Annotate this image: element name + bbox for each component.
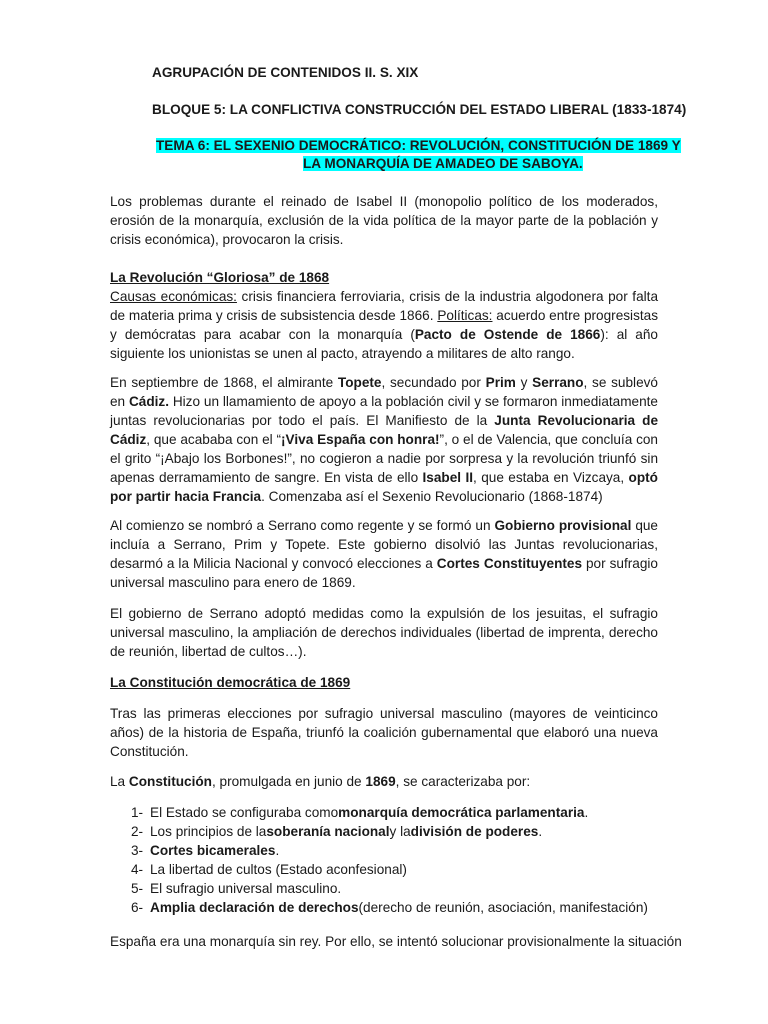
constitucion-section-title (110, 673, 658, 692)
revolucion-section-title (110, 268, 658, 287)
list-item (131, 803, 671, 822)
text-run: , promulgada en junio de (211, 774, 366, 789)
cadiz-name: Cádiz. (128, 394, 169, 409)
isabel-name: Isabel II (422, 470, 474, 485)
text-run: La (110, 774, 129, 789)
year-1869: 1869 (365, 774, 396, 789)
revolucion-title-text: La Revolución “Gloriosa” de 1868 (110, 270, 330, 285)
agrupacion-heading: AGRUPACIÓN DE CONTENIDOS II. S. XIX (152, 65, 419, 80)
text-run: por sufragio universal masculino para enero de 1869. (110, 556, 658, 590)
cortes-constituyentes: Cortes Constituyentes (436, 556, 583, 571)
elecciones-paragraph: Tras las primeras elecciones por sufragio universal masculino (mayores de veinticinco años) de la historia de España, triunfó la coalición gubernamental que elaboró una nueva Constitución. (110, 706, 658, 759)
list-item (131, 879, 671, 898)
constitucion-features-list (131, 803, 671, 917)
text-run: En septiembre de 1868, el almirante (110, 375, 338, 390)
viva-espana: ¡Viva España con honra! (281, 432, 440, 447)
text-run: Hizo un llamamiento de apoyo a la población civil y se formaron inmediatamente juntas revolucionarias por todo el país. El Manifiesto de la (110, 394, 658, 428)
list-number: 4- (131, 862, 144, 877)
gobierno-provisional: Gobierno provisional (494, 518, 632, 533)
text-run: y la (389, 824, 411, 839)
text-run: (derecho de reunión, asociación, manifestación) (358, 900, 648, 915)
list-item (131, 860, 671, 879)
opto-francia: optó por partir hacia Francia (110, 470, 658, 504)
text-run: y (515, 375, 533, 390)
list-item (131, 841, 671, 860)
septiembre-paragraph (110, 373, 658, 506)
text-run: . (538, 824, 543, 839)
junta-name: Junta Revolucionaria de Cádiz (110, 413, 659, 447)
tema-line1-text: TEMA 6: EL SEXENIO DEMOCRÁTICO: REVOLUCIÓN, CONSTITUCIÓN DE 1869 Y (156, 138, 681, 153)
text-run: , que estaba en Vizcaya, (473, 470, 629, 485)
text-run: , que acababa con el “ (146, 432, 282, 447)
constitucion-intro-paragraph (110, 772, 658, 791)
politicas-end: ): al año siguiente los unionistas se unen al pacto, atrayendo a militares de alto rango. (110, 327, 658, 361)
bold-run: soberanía nacional (266, 824, 390, 839)
text-run: . (275, 843, 280, 858)
tema-heading-line2 (303, 154, 583, 173)
text-run: Al comienzo se nombró a Serrano como regente y se formó un (110, 518, 495, 533)
constitucion-word: Constitución (128, 774, 212, 789)
list-item (131, 822, 671, 841)
text-run: La libertad de cultos (Estado aconfesional) (150, 862, 407, 877)
constitucion-title-text: La Constitución democrática de 1869 (110, 675, 351, 690)
closing-paragraph: España era una monarquía sin rey. Por ello, se intentó solucionar provisionalmente la situación (110, 934, 682, 949)
list-number: 5- (131, 881, 144, 896)
list-number: 1- (131, 805, 144, 820)
text-run: , se sublevó en (110, 375, 658, 409)
text-run: El sufragio universal masculino. (150, 881, 342, 896)
text-run: , se caracterizaba por: (395, 774, 531, 789)
gobierno-provisional-paragraph (110, 516, 658, 592)
text-run: . Comenzaba así el Sexenio Revolucionario (1868-1874) (261, 489, 603, 504)
causas-label: Causas económicas: (110, 289, 237, 304)
tema-heading-line1 (156, 136, 681, 155)
serrano-name: Serrano (532, 375, 584, 390)
causas-paragraph (110, 287, 658, 363)
bold-run: división de poderes (410, 824, 539, 839)
prim-name: Prim (485, 375, 516, 390)
medidas-paragraph: El gobierno de Serrano adoptó medidas como la expulsión de los jesuitas, el sufragio universal masculino, la ampliación de derechos individuales (libertad de imprenta, derecho de reunión, libertad de cultos…). (110, 606, 658, 659)
politicas-label: Políticas: (437, 308, 493, 323)
pacto-ostende: Pacto de Ostende de 1866 (414, 327, 601, 342)
tema-line2-text: LA MONARQUÍA DE AMADEO DE SABOYA. (303, 156, 583, 171)
bloque-heading: BLOQUE 5: LA CONFLICTIVA CONSTRUCCIÓN DEL ESTADO LIBERAL (1833-1874) (152, 102, 687, 117)
text-run: El Estado se configuraba como (150, 805, 339, 820)
topete-name: Topete (337, 375, 382, 390)
list-item (131, 898, 671, 917)
bold-run: Amplia declaración de derechos (150, 900, 359, 915)
bold-run: monarquía democrática parlamentaria (338, 805, 585, 820)
text-run: . (584, 805, 589, 820)
politicas-text: acuerdo entre progresistas y demócratas para acabar con la monarquía ( (110, 308, 658, 342)
intro-paragraph: Los problemas durante el reinado de Isabel II (monopolio político de los moderados, erosión de la monarquía, exclusión de la vida política de la mayor parte de la población y crisis económica), provocaron la crisis. (110, 194, 658, 247)
text-run: que incluía a Serrano, Prim y Topete. Este gobierno disolvió las Juntas revolucionarias, desarmó a la Milicia Nacional y convocó elecciones a (110, 518, 658, 571)
list-number: 2- (131, 824, 144, 839)
causas-text: crisis financiera ferroviaria, crisis de la industria algodonera por falta de materia prima y crisis de subsistencia desde 1866. (110, 289, 658, 323)
list-number: 6- (131, 900, 144, 915)
text-run: , secundado por (381, 375, 486, 390)
list-number: 3- (131, 843, 144, 858)
bold-run: Cortes bicamerales (150, 843, 276, 858)
text-run: ”, o el de Valencia, que concluía con el grito “¡Abajo los Borbones!”, no cogieron a nadie por sorpresa y la revolución triunfó sin apenas derramamiento de sangre. En vista de ello (110, 432, 658, 485)
text-run: Los principios de la (150, 824, 267, 839)
